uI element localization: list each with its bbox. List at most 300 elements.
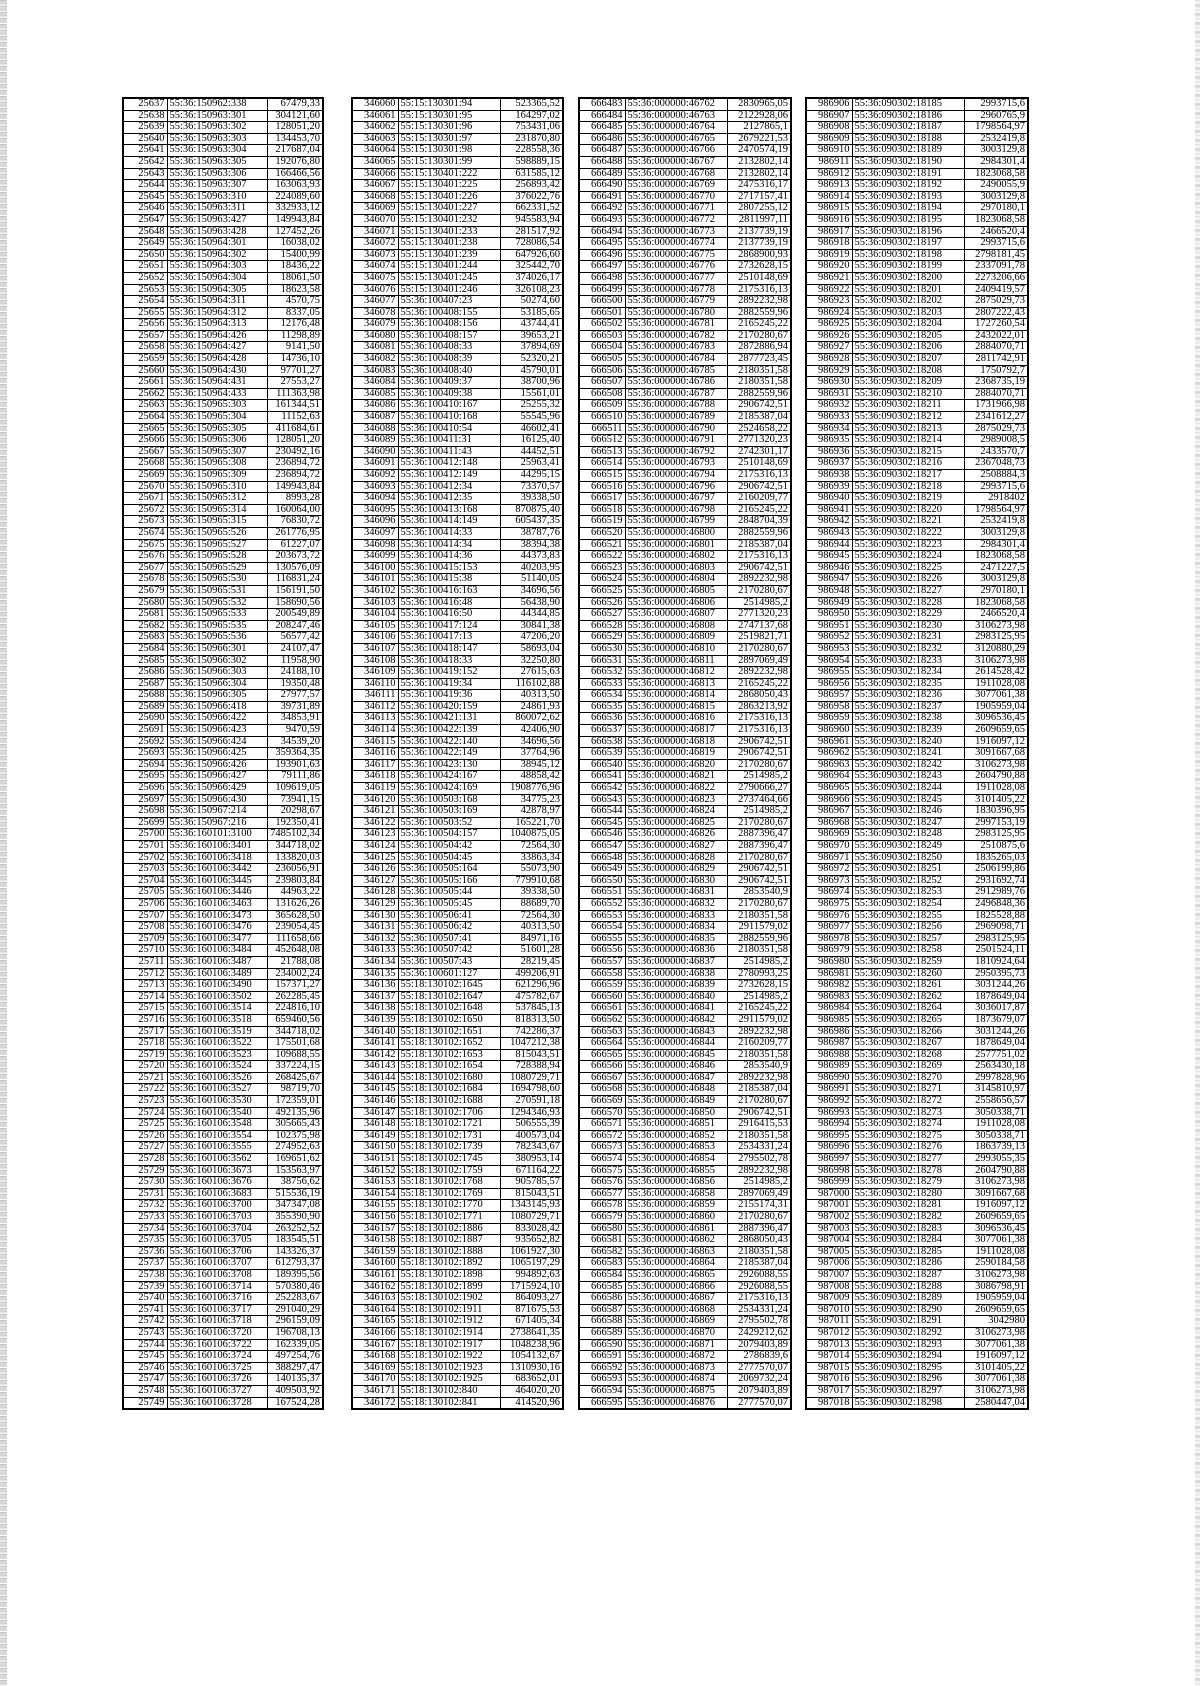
table-row — [352, 481, 563, 493]
row-number-cell: 666558 — [579, 968, 625, 980]
row-number-cell: 666568 — [579, 1084, 625, 1096]
cadastral-number-cell: 55:36:000000:46856 — [625, 1177, 727, 1189]
value-cell: 2160209,77 — [727, 493, 791, 505]
value-cell: 2614528,42 — [964, 667, 1028, 679]
row-number-cell: 346104 — [352, 609, 398, 621]
table-row — [123, 898, 323, 910]
table-row — [806, 1084, 1028, 1096]
row-number-cell: 987012 — [806, 1327, 852, 1339]
table-row — [579, 1119, 791, 1131]
row-number-cell: 346147 — [352, 1107, 398, 1119]
row-number-cell: 986928 — [806, 354, 852, 366]
value-cell: 2534331,24 — [727, 1304, 791, 1316]
row-number-cell: 346122 — [352, 817, 398, 829]
cadastral-number-cell: 55:36:000000:46784 — [625, 354, 727, 366]
value-cell: 2906742,51 — [727, 400, 791, 412]
row-number-cell: 25647 — [123, 214, 167, 226]
cadastral-number-cell: 55:36:000000:46836 — [625, 945, 727, 957]
row-number-cell: 346117 — [352, 759, 398, 771]
cadastral-number-cell: 55:36:150966:423 — [167, 725, 267, 737]
value-cell: 570380,46 — [267, 1281, 323, 1293]
cadastral-number-cell: 55:36:090302:18285 — [852, 1246, 964, 1258]
table-row — [123, 667, 323, 679]
row-number-cell: 666506 — [579, 365, 625, 377]
cadastral-number-cell: 55:18:130102:840 — [398, 1385, 500, 1397]
row-number-cell: 986947 — [806, 574, 852, 586]
table-row — [806, 898, 1028, 910]
table-row — [579, 759, 791, 771]
table-row — [123, 423, 323, 435]
table-body — [806, 98, 1028, 1409]
row-number-cell: 25674 — [123, 527, 167, 539]
row-number-cell: 346111 — [352, 690, 398, 702]
table-row — [352, 214, 563, 226]
cadastral-number-cell: 55:36:150963:305 — [167, 156, 267, 168]
row-number-cell: 986943 — [806, 527, 852, 539]
value-cell: 140135,37 — [267, 1374, 323, 1386]
table-row — [579, 980, 791, 992]
cadastral-number-cell: 55:36:090302:18259 — [852, 956, 964, 968]
row-number-cell: 986953 — [806, 643, 852, 655]
value-cell: 523365,52 — [500, 98, 563, 110]
value-cell: 2795502,78 — [727, 1154, 791, 1166]
row-number-cell: 25738 — [123, 1269, 167, 1281]
row-number-cell: 346107 — [352, 643, 398, 655]
table-row — [806, 527, 1028, 539]
table-row — [806, 191, 1028, 203]
table-row — [352, 180, 563, 192]
value-cell: 109619,05 — [267, 783, 323, 795]
value-cell: 2970180,1 — [964, 203, 1028, 215]
value-cell: 2906742,51 — [727, 1107, 791, 1119]
table-row — [579, 412, 791, 424]
table-row — [123, 551, 323, 563]
value-cell: 270591,18 — [500, 1096, 563, 1108]
cadastral-number-cell: 55:36:090302:18275 — [852, 1130, 964, 1142]
table-row — [806, 342, 1028, 354]
cadastral-number-cell: 55:36:000000:46790 — [625, 423, 727, 435]
table-row — [806, 852, 1028, 864]
cadastral-number-cell: 55:36:090302:18218 — [852, 481, 964, 493]
value-cell: 20298,67 — [267, 806, 323, 818]
row-number-cell: 346094 — [352, 493, 398, 505]
value-cell: 2175316,13 — [727, 1293, 791, 1305]
row-number-cell: 666524 — [579, 574, 625, 586]
value-cell: 815043,51 — [500, 1188, 563, 1200]
cadastral-number-cell: 55:36:000000:46873 — [625, 1362, 727, 1374]
row-number-cell: 25649 — [123, 238, 167, 250]
cadastral-number-cell: 55:36:100416:48 — [398, 597, 500, 609]
value-cell: 742286,37 — [500, 1026, 563, 1038]
table-row — [579, 156, 791, 168]
table-row — [806, 1130, 1028, 1142]
cadastral-number-cell: 55:36:090302:18246 — [852, 806, 964, 818]
table-row — [806, 632, 1028, 644]
row-number-cell: 666510 — [579, 412, 625, 424]
value-cell: 2906742,51 — [727, 875, 791, 887]
cadastral-number-cell: 55:36:100412:35 — [398, 493, 500, 505]
value-cell: 2950395,73 — [964, 968, 1028, 980]
cadastral-number-cell: 55:36:160106:3524 — [167, 1061, 267, 1073]
cadastral-number-cell: 55:36:090302:18212 — [852, 412, 964, 424]
row-number-cell: 346159 — [352, 1246, 398, 1258]
table-row — [579, 272, 791, 284]
value-cell: 1048238,96 — [500, 1339, 563, 1351]
value-cell: 156191,50 — [267, 585, 323, 597]
row-number-cell: 666578 — [579, 1200, 625, 1212]
table-row — [123, 643, 323, 655]
cadastral-number-cell: 55:36:100417:13 — [398, 632, 500, 644]
table-row — [352, 1293, 563, 1305]
cadastral-number-cell: 55:36:160106:3401 — [167, 841, 267, 853]
cadastral-number-cell: 55:36:160106:3705 — [167, 1235, 267, 1247]
cadastral-number-cell: 55:36:150965:304 — [167, 412, 267, 424]
table-row — [806, 1142, 1028, 1154]
value-cell: 2132802,14 — [727, 156, 791, 168]
row-number-cell: 25684 — [123, 643, 167, 655]
value-cell: 411684,61 — [267, 423, 323, 435]
table-row — [806, 806, 1028, 818]
value-cell: 2429212,62 — [727, 1327, 791, 1339]
cadastral-number-cell: 55:36:090302:18244 — [852, 783, 964, 795]
table-row — [806, 1096, 1028, 1108]
cadastral-number-cell: 55:18:130102:1653 — [398, 1049, 500, 1061]
table-row — [123, 1026, 323, 1038]
cadastral-number-cell: 55:36:090302:18278 — [852, 1165, 964, 1177]
cadastral-number-cell: 55:36:000000:46867 — [625, 1293, 727, 1305]
table-row — [352, 806, 563, 818]
row-number-cell: 666490 — [579, 180, 625, 192]
value-cell: 2337091,78 — [964, 261, 1028, 273]
table-row — [123, 180, 323, 192]
value-cell: 1798564,97 — [964, 122, 1028, 134]
table-row — [579, 365, 791, 377]
row-number-cell: 666586 — [579, 1293, 625, 1305]
value-cell: 2993715,6 — [964, 98, 1028, 110]
cadastral-number-cell: 55:36:090302:18262 — [852, 991, 964, 1003]
value-cell: 50274,60 — [500, 296, 563, 308]
row-number-cell: 986959 — [806, 713, 852, 725]
value-cell: 3101405,22 — [964, 1362, 1028, 1374]
value-cell: 45790,01 — [500, 365, 563, 377]
value-cell: 2830965,05 — [727, 98, 791, 110]
row-number-cell: 25678 — [123, 574, 167, 586]
table-row — [123, 1049, 323, 1061]
cadastral-number-cell: 55:36:000000:46816 — [625, 713, 727, 725]
table-row — [352, 1374, 563, 1386]
cadastral-number-cell: 55:36:000000:46791 — [625, 435, 727, 447]
cadastral-number-cell: 55:36:160106:3673 — [167, 1165, 267, 1177]
value-cell: 262285,45 — [267, 991, 323, 1003]
row-number-cell: 987015 — [806, 1362, 852, 1374]
cadastral-number-cell: 55:36:090302:18251 — [852, 864, 964, 876]
table-row — [352, 319, 563, 331]
row-number-cell: 25689 — [123, 701, 167, 713]
table-row — [806, 412, 1028, 424]
value-cell: 2170280,67 — [727, 1096, 791, 1108]
cadastral-number-cell: 55:36:000000:46771 — [625, 203, 727, 215]
row-number-cell: 25681 — [123, 609, 167, 621]
value-cell: 945583,94 — [500, 214, 563, 226]
row-number-cell: 346061 — [352, 110, 398, 122]
row-number-cell: 25747 — [123, 1374, 167, 1386]
row-number-cell: 986930 — [806, 377, 852, 389]
cadastral-number-cell: 55:36:100411:43 — [398, 446, 500, 458]
value-cell: 158690,56 — [267, 597, 323, 609]
value-cell: 2875029,73 — [964, 423, 1028, 435]
table-row — [352, 1223, 563, 1235]
row-number-cell: 346126 — [352, 864, 398, 876]
cadastral-number-cell: 55:36:000000:46868 — [625, 1304, 727, 1316]
row-number-cell: 346074 — [352, 261, 398, 273]
cadastral-number-cell: 55:36:090302:18273 — [852, 1107, 964, 1119]
value-cell: 2997153,19 — [964, 817, 1028, 829]
row-number-cell: 346158 — [352, 1235, 398, 1247]
table-row — [352, 713, 563, 725]
cadastral-number-cell: 55:36:150964:426 — [167, 330, 267, 342]
value-cell: 61227,07 — [267, 539, 323, 551]
table-row — [806, 1200, 1028, 1212]
value-cell: 3031244,26 — [964, 980, 1028, 992]
table-row — [352, 980, 563, 992]
table-row — [352, 539, 563, 551]
row-number-cell: 986931 — [806, 388, 852, 400]
table-row — [352, 458, 563, 470]
table-row — [123, 191, 323, 203]
row-number-cell: 346145 — [352, 1084, 398, 1096]
cadastral-number-cell: 55:18:130102:1768 — [398, 1177, 500, 1189]
row-number-cell: 986932 — [806, 400, 852, 412]
cadastral-number-cell: 55:15:130401:222 — [398, 168, 500, 180]
value-cell: 2737464,66 — [727, 794, 791, 806]
table-row — [806, 1072, 1028, 1084]
cadastral-number-cell: 55:36:150966:426 — [167, 759, 267, 771]
cadastral-number-cell: 55:36:100414:34 — [398, 539, 500, 551]
row-number-cell: 666592 — [579, 1362, 625, 1374]
cadastral-number-cell: 55:36:150966:424 — [167, 736, 267, 748]
table-row — [579, 1327, 791, 1339]
table-row — [352, 226, 563, 238]
row-number-cell: 346114 — [352, 725, 398, 737]
cadastral-number-cell: 55:36:090302:18294 — [852, 1351, 964, 1363]
value-cell: 2165245,22 — [727, 504, 791, 516]
table-row — [579, 214, 791, 226]
table-row — [806, 794, 1028, 806]
cadastral-number-cell: 55:36:160106:3700 — [167, 1200, 267, 1212]
cadastral-number-cell: 55:36:090302:18271 — [852, 1084, 964, 1096]
row-number-cell: 987006 — [806, 1258, 852, 1270]
row-number-cell: 346138 — [352, 1003, 398, 1015]
value-cell: 44963,22 — [267, 887, 323, 899]
row-number-cell: 346161 — [352, 1269, 398, 1281]
cadastral-number-cell: 55:36:150966:422 — [167, 713, 267, 725]
row-number-cell: 346132 — [352, 933, 398, 945]
row-number-cell: 346148 — [352, 1119, 398, 1131]
cadastral-number-cell: 55:36:000000:46766 — [625, 145, 727, 157]
cadastral-number-cell: 55:36:090302:18225 — [852, 562, 964, 574]
row-number-cell: 986983 — [806, 991, 852, 1003]
table-row — [806, 678, 1028, 690]
table-row — [352, 759, 563, 771]
row-number-cell: 986924 — [806, 307, 852, 319]
cadastral-number-cell: 55:36:090302:18284 — [852, 1235, 964, 1247]
cadastral-number-cell: 55:36:000000:46788 — [625, 400, 727, 412]
value-cell: 2738641,35 — [500, 1327, 563, 1339]
table-row — [352, 1258, 563, 1270]
table-row — [806, 585, 1028, 597]
row-number-cell: 666583 — [579, 1258, 625, 1270]
table-row — [123, 794, 323, 806]
row-number-cell: 25710 — [123, 945, 167, 957]
row-number-cell: 666483 — [579, 98, 625, 110]
cadastral-number-cell: 55:36:090302:18200 — [852, 272, 964, 284]
cadastral-number-cell: 55:36:160106:3708 — [167, 1269, 267, 1281]
table-row — [123, 1339, 323, 1351]
cadastral-number-cell: 55:36:160106:3704 — [167, 1223, 267, 1235]
table-row — [123, 1038, 323, 1050]
cadastral-number-cell: 55:36:100504:157 — [398, 829, 500, 841]
row-number-cell: 25732 — [123, 1200, 167, 1212]
row-number-cell: 986954 — [806, 655, 852, 667]
cadastral-number-cell: 55:36:000000:46865 — [625, 1269, 727, 1281]
value-cell: 2984301,4 — [964, 539, 1028, 551]
row-number-cell: 666508 — [579, 388, 625, 400]
cadastral-number-cell: 55:36:150966:430 — [167, 794, 267, 806]
table-row — [123, 249, 323, 261]
row-number-cell: 25736 — [123, 1246, 167, 1258]
value-cell: 2508884,3 — [964, 470, 1028, 482]
cadastral-number-cell: 55:36:000000:46854 — [625, 1154, 727, 1166]
value-cell: 127452,26 — [267, 226, 323, 238]
cadastral-number-cell: 55:36:160106:3554 — [167, 1130, 267, 1142]
row-number-cell: 25667 — [123, 446, 167, 458]
cadastral-number-cell: 55:36:000000:46828 — [625, 852, 727, 864]
value-cell: 2165245,22 — [727, 1003, 791, 1015]
value-cell: 128051,20 — [267, 435, 323, 447]
cadastral-number-cell: 55:36:090302:18190 — [852, 156, 964, 168]
row-number-cell: 666585 — [579, 1281, 625, 1293]
value-cell: 2983125,95 — [964, 632, 1028, 644]
value-cell: 1823068,58 — [964, 597, 1028, 609]
cadastral-number-cell: 55:36:000000:46876 — [625, 1397, 727, 1409]
table-row — [806, 1385, 1028, 1397]
value-cell: 183545,51 — [267, 1235, 323, 1247]
table-row — [123, 759, 323, 771]
cadastral-number-cell: 55:36:160106:3502 — [167, 991, 267, 1003]
value-cell: 2882559,96 — [727, 527, 791, 539]
cadastral-number-cell: 55:36:090302:18254 — [852, 898, 964, 910]
cadastral-number-cell: 55:36:160106:3489 — [167, 968, 267, 980]
value-cell: 28219,45 — [500, 956, 563, 968]
value-cell: 175501,68 — [267, 1038, 323, 1050]
cadastral-number-cell: 55:36:090302:18297 — [852, 1385, 964, 1397]
value-cell: 2155174,31 — [727, 1200, 791, 1212]
row-number-cell: 987007 — [806, 1269, 852, 1281]
table-row — [123, 585, 323, 597]
value-cell: 1294346,93 — [500, 1107, 563, 1119]
row-number-cell: 987004 — [806, 1235, 852, 1247]
cadastral-number-cell: 55:36:000000:46799 — [625, 516, 727, 528]
cadastral-number-cell: 55:36:090302:18252 — [852, 875, 964, 887]
cadastral-number-cell: 55:36:150965:529 — [167, 562, 267, 574]
value-cell: 1798564,97 — [964, 504, 1028, 516]
value-cell: 15561,01 — [500, 388, 563, 400]
cadastral-number-cell: 55:36:150966:418 — [167, 701, 267, 713]
value-cell: 25963,41 — [500, 458, 563, 470]
value-cell: 2501524,11 — [964, 945, 1028, 957]
row-number-cell: 666515 — [579, 470, 625, 482]
table-row — [352, 1165, 563, 1177]
value-cell: 662331,52 — [500, 203, 563, 215]
cadastral-number-cell: 55:36:090302:18215 — [852, 446, 964, 458]
row-number-cell: 25673 — [123, 516, 167, 528]
table-row — [352, 922, 563, 934]
value-cell: 34853,91 — [267, 713, 323, 725]
table-row — [579, 493, 791, 505]
value-cell: 2514985,2 — [727, 597, 791, 609]
row-number-cell: 25646 — [123, 203, 167, 215]
row-number-cell: 346116 — [352, 748, 398, 760]
row-number-cell: 986914 — [806, 191, 852, 203]
value-cell: 9141,50 — [267, 342, 323, 354]
row-number-cell: 346081 — [352, 342, 398, 354]
table-row — [352, 1327, 563, 1339]
value-cell: 2795502,78 — [727, 1316, 791, 1328]
value-cell: 16038,02 — [267, 238, 323, 250]
cadastral-number-cell: 55:36:160106:3526 — [167, 1072, 267, 1084]
cadastral-number-cell: 55:18:130102:1922 — [398, 1351, 500, 1363]
value-cell: 3106273,98 — [964, 1269, 1028, 1281]
cadastral-number-cell: 55:36:100408:157 — [398, 330, 500, 342]
value-cell: 42406,90 — [500, 725, 563, 737]
row-number-cell: 986968 — [806, 817, 852, 829]
cadastral-number-cell: 55:15:130401:238 — [398, 238, 500, 250]
cadastral-number-cell: 55:36:000000:46789 — [625, 412, 727, 424]
value-cell: 3077061,38 — [964, 690, 1028, 702]
cadastral-number-cell: 55:36:100414:149 — [398, 516, 500, 528]
cadastral-number-cell: 55:36:090302:18296 — [852, 1374, 964, 1386]
row-number-cell: 666522 — [579, 551, 625, 563]
table-row — [123, 458, 323, 470]
cadastral-number-cell: 55:36:000000:46833 — [625, 910, 727, 922]
value-cell: 2506199,86 — [964, 864, 1028, 876]
value-cell: 2137739,19 — [727, 226, 791, 238]
value-cell: 102375,98 — [267, 1130, 323, 1142]
table-row — [579, 319, 791, 331]
row-number-cell: 25663 — [123, 400, 167, 412]
row-number-cell: 666486 — [579, 133, 625, 145]
value-cell: 2185387,04 — [727, 539, 791, 551]
row-number-cell: 25746 — [123, 1362, 167, 1374]
row-number-cell: 25685 — [123, 655, 167, 667]
cadastral-number-cell: 55:36:090302:18206 — [852, 342, 964, 354]
cadastral-number-cell: 55:36:000000:46840 — [625, 991, 727, 1003]
cadastral-number-cell: 55:36:000000:46839 — [625, 980, 727, 992]
cadastral-number-cell: 55:18:130102:1917 — [398, 1339, 500, 1351]
row-number-cell: 986913 — [806, 180, 852, 192]
value-cell: 189395,56 — [267, 1269, 323, 1281]
table-row — [579, 945, 791, 957]
row-number-cell: 986952 — [806, 632, 852, 644]
row-number-cell: 346109 — [352, 667, 398, 679]
row-number-cell: 346167 — [352, 1339, 398, 1351]
cadastral-number-cell: 55:36:150965:305 — [167, 423, 267, 435]
value-cell: 2490055,9 — [964, 180, 1028, 192]
cadastral-number-cell: 55:36:090302:18192 — [852, 180, 964, 192]
row-number-cell: 986926 — [806, 330, 852, 342]
row-number-cell: 986918 — [806, 238, 852, 250]
cadastral-number-cell: 55:36:000000:46863 — [625, 1246, 727, 1258]
